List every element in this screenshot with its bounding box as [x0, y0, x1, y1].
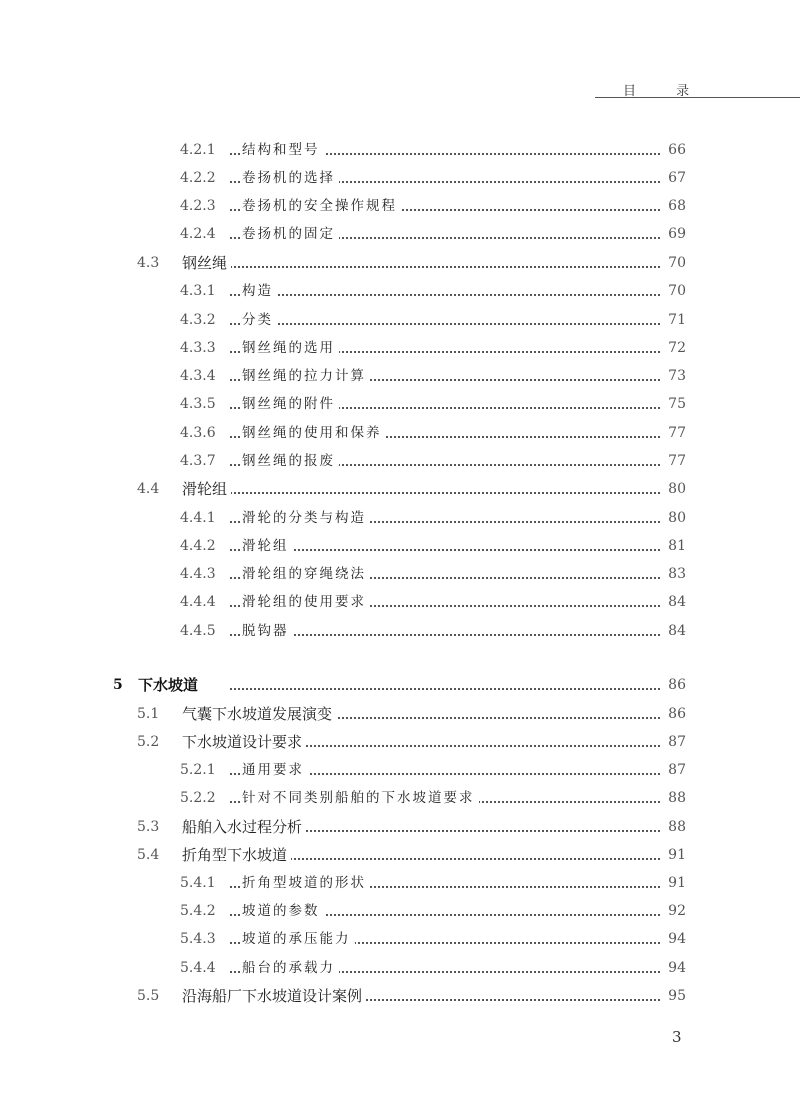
- running-header-title: 目 录: [623, 84, 708, 99]
- toc-entry: [0, 166, 800, 190]
- toc-entry-page: 71: [664, 308, 686, 332]
- toc-entry-number: 4.2.2: [180, 170, 216, 186]
- toc-entry-page: 70: [664, 251, 686, 275]
- toc-entry-page: 88: [664, 786, 686, 810]
- toc-entry-number: 4.2.3: [180, 198, 216, 214]
- toc-entry-number: 4.3.1: [180, 283, 216, 299]
- toc-entry-page: 94: [664, 956, 686, 980]
- toc-entry-number: 5.4: [137, 847, 160, 863]
- toc-entry-title: 钢丝绳的附件: [242, 392, 339, 416]
- toc-entry-page: 87: [664, 758, 686, 782]
- toc-entry-page: 72: [664, 336, 686, 360]
- toc-entry: [0, 843, 800, 867]
- toc-entry-number: 5.3: [137, 819, 160, 835]
- toc-entry: [0, 392, 800, 416]
- toc-entry-number: 4.4.3: [180, 566, 216, 582]
- toc-entry-title: 滑轮组: [182, 477, 231, 501]
- toc-entry-title: 滑轮的分类与构造: [242, 506, 370, 530]
- toc-entry: [0, 194, 800, 218]
- toc-entry-number: 5.2.1: [180, 762, 216, 778]
- toc-dot-leader: [230, 634, 660, 636]
- toc-entry-title: 钢丝绳的报废: [242, 449, 339, 473]
- toc-entry-title: 脱钩器: [242, 619, 293, 643]
- toc-entry-title: 钢丝绳的选用: [242, 336, 339, 360]
- toc-entry-number: 4.4.5: [180, 623, 216, 639]
- toc-dot-leader: [230, 549, 660, 551]
- toc-entry: [0, 673, 800, 697]
- toc-entry-number: 4.2.4: [180, 226, 216, 242]
- toc-entry: [0, 421, 800, 445]
- toc-entry: [0, 138, 800, 162]
- toc-entry-page: 94: [664, 927, 686, 951]
- toc-entry: [0, 590, 800, 614]
- toc-entry-number: 4.3.6: [180, 425, 216, 441]
- toc-entry-page: 70: [664, 279, 686, 303]
- toc-entry: [0, 730, 800, 754]
- toc-entry-number: 4.3.2: [180, 312, 216, 328]
- toc-entry: [0, 222, 800, 246]
- toc-entry-page: 86: [664, 702, 686, 726]
- toc-entry-number: 5: [113, 677, 123, 693]
- toc-entry-page: 66: [664, 138, 686, 162]
- toc-entry-number: 4.3.3: [180, 340, 216, 356]
- toc-entry: [0, 956, 800, 980]
- page-number: 3: [672, 1028, 682, 1046]
- toc-entry: [0, 562, 800, 586]
- toc-entry: [0, 927, 800, 951]
- toc-dot-leader: [230, 492, 660, 494]
- toc-dot-leader: [230, 858, 660, 860]
- toc-entry-number: 5.4.4: [180, 960, 216, 976]
- toc-entry: [0, 758, 800, 782]
- toc-entry-title: 针对不同类别船舶的下水坡道要求: [242, 786, 479, 810]
- toc-entry-number: 5.2.2: [180, 790, 216, 806]
- toc-entry: [0, 899, 800, 923]
- toc-entry-page: 87: [664, 730, 686, 754]
- toc-entry-title: 下水坡道: [138, 673, 202, 697]
- toc-entry-page: 77: [664, 449, 686, 473]
- toc-entry-title: 构造: [242, 279, 277, 303]
- toc-entry: [0, 506, 800, 530]
- toc-entry-title: 卷扬机的固定: [242, 222, 339, 246]
- toc-entry-page: 80: [664, 477, 686, 501]
- toc-entry-title: 结构和型号: [242, 138, 324, 162]
- toc-entry-title: 船台的承载力: [242, 956, 339, 980]
- toc-entry: [0, 477, 800, 501]
- toc-entry-title: 气囊下水坡道发展演变: [182, 702, 336, 726]
- toc-entry: [0, 251, 800, 275]
- toc-entry-title: 折角型坡道的形状: [242, 871, 370, 895]
- toc-entry-number: 5.1: [137, 706, 160, 722]
- toc-entry-page: 77: [664, 421, 686, 445]
- toc-entry-page: 91: [664, 843, 686, 867]
- toc-entry: [0, 279, 800, 303]
- toc-entry-page: 84: [664, 619, 686, 643]
- toc-entry-number: 4.3: [137, 255, 160, 271]
- toc-entry-page: 67: [664, 166, 686, 190]
- toc-entry-page: 92: [664, 899, 686, 923]
- toc-entry-number: 4.4: [137, 481, 160, 497]
- toc-entry-title: 卷扬机的安全操作规程: [242, 194, 401, 218]
- toc-entry-title: 折角型下水坡道: [182, 843, 291, 867]
- toc-entry-title: 坡道的承压能力: [242, 927, 355, 951]
- toc-entry-title: 滑轮组: [242, 534, 293, 558]
- toc-entry-page: 86: [664, 673, 686, 697]
- toc-entry-page: 88: [664, 815, 686, 839]
- toc-entry-page: 69: [664, 222, 686, 246]
- toc-entry-page: 81: [664, 534, 686, 558]
- toc-entry-title: 卷扬机的选择: [242, 166, 339, 190]
- toc-entry: [0, 449, 800, 473]
- toc-entry: [0, 336, 800, 360]
- toc-entry-number: 4.4.4: [180, 594, 216, 610]
- toc-entry-page: 83: [664, 562, 686, 586]
- toc-entry-title: 钢丝绳: [182, 251, 231, 275]
- toc-entry-title: 分类: [242, 308, 277, 332]
- toc-entry-number: 5.4.3: [180, 931, 216, 947]
- toc-entry-title: 滑轮组的使用要求: [242, 590, 370, 614]
- toc-dot-leader: [230, 266, 660, 268]
- toc-entry-number: 5.4.2: [180, 903, 216, 919]
- toc-entry-number: 4.4.1: [180, 510, 216, 526]
- toc-entry-page: 68: [664, 194, 686, 218]
- toc-entry: [0, 534, 800, 558]
- toc-entry-title: 沿海船厂下水坡道设计案例: [182, 984, 366, 1008]
- toc-entry-number: 4.3.7: [180, 453, 216, 469]
- toc-entry-number: 4.2.1: [180, 142, 216, 158]
- toc-entry: [0, 308, 800, 332]
- toc-dot-leader: [230, 688, 660, 690]
- toc-entry-title: 钢丝绳的拉力计算: [242, 364, 370, 388]
- toc-entry-page: 84: [664, 590, 686, 614]
- toc-entry: [0, 364, 800, 388]
- toc-entry-number: 5.2: [137, 734, 160, 750]
- toc-entry-page: 73: [664, 364, 686, 388]
- toc-entry-page: 80: [664, 506, 686, 530]
- toc-entry-title: 滑轮组的穿绳绕法: [242, 562, 370, 586]
- toc-entry-number: 4.4.2: [180, 538, 216, 554]
- toc-dot-leader: [230, 294, 660, 296]
- toc-entry: [0, 619, 800, 643]
- toc-entry-page: 91: [664, 871, 686, 895]
- toc-entry: [0, 702, 800, 726]
- toc-entry-title: 下水坡道设计要求: [182, 730, 306, 754]
- toc-entry: [0, 815, 800, 839]
- toc-entry-number: 4.3.4: [180, 368, 216, 384]
- toc-entry: [0, 984, 800, 1008]
- toc-entry-page: 95: [664, 984, 686, 1008]
- toc-entry: [0, 871, 800, 895]
- toc-dot-leader: [230, 323, 660, 325]
- toc-entry-number: 4.3.5: [180, 396, 216, 412]
- toc-entry-page: 75: [664, 392, 686, 416]
- toc-entry-number: 5.4.1: [180, 875, 216, 891]
- toc-entry: [0, 786, 800, 810]
- toc-entry-number: 5.5: [137, 988, 160, 1004]
- toc-entry-title: 船舶入水过程分析: [182, 815, 306, 839]
- toc-entry-title: 钢丝绳的使用和保养: [242, 421, 386, 445]
- toc-entry-title: 通用要求: [242, 758, 308, 782]
- toc-entry-title: 坡道的参数: [242, 899, 324, 923]
